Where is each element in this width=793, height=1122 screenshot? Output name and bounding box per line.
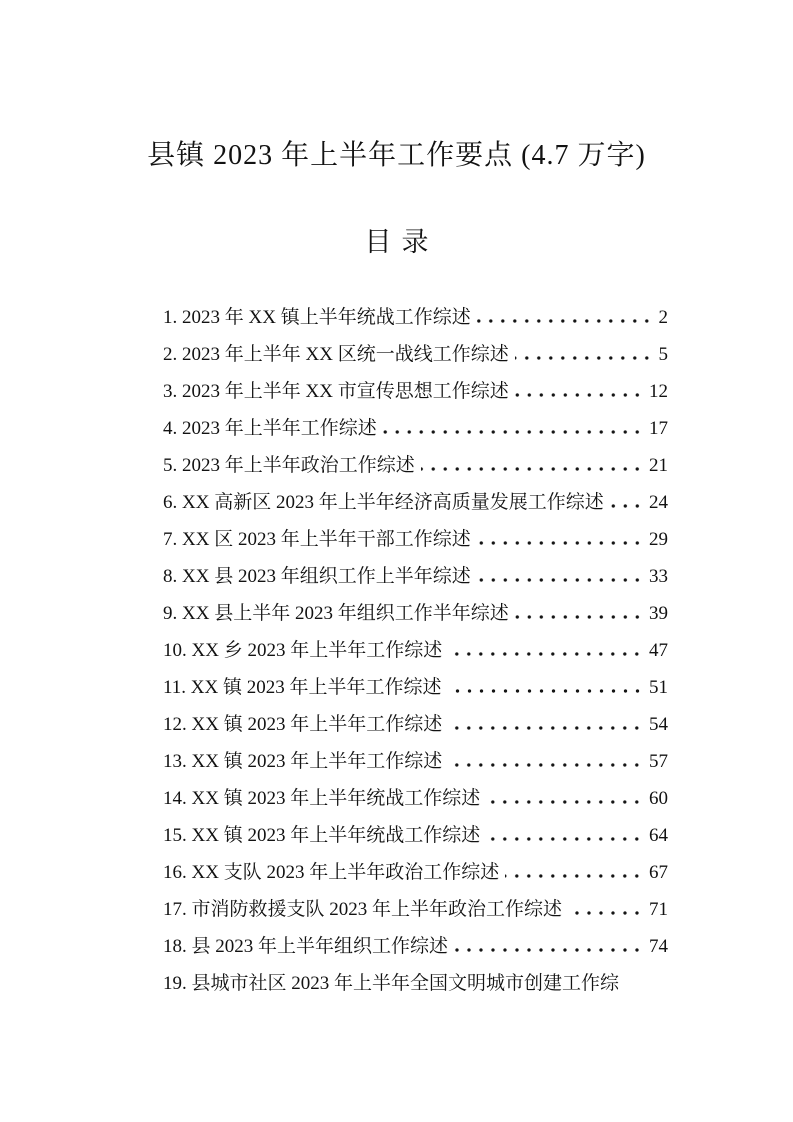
toc-entry-2 [163, 336, 668, 373]
table-of-contents [163, 299, 668, 1002]
toc-entry-label: 19. 县城市社区 2023 年上半年全国文明城市创建工作综 [163, 973, 620, 994]
toc-page-number: 21 [649, 455, 668, 476]
toc-entry-12 [163, 706, 668, 743]
toc-dot-leader [515, 393, 643, 397]
toc-entry-label: 13. XX 镇 2023 年上半年工作综述 [163, 751, 443, 772]
toc-page-number: 57 [649, 751, 668, 772]
toc-dot-leader [448, 726, 643, 730]
toc-dot-leader [515, 356, 653, 360]
toc-entry-label: 9. XX 县上半年 2023 年组织工作半年综述 [163, 603, 509, 624]
toc-page-number: 12 [649, 381, 668, 402]
toc-entry-6 [163, 484, 668, 521]
toc-entry-17 [163, 891, 668, 928]
toc-dot-leader [477, 578, 643, 582]
toc-page-number: 17 [649, 418, 668, 439]
toc-entry-9 [163, 595, 668, 632]
toc-entry-label: 7. XX 区 2023 年上半年干部工作综述 [163, 529, 471, 550]
toc-entry-16 [163, 854, 668, 891]
toc-page-number: 74 [649, 936, 668, 957]
toc-entry-14 [163, 780, 668, 817]
toc-entry-label: 17. 市消防救援支队 2023 年上半年政治工作综述 [163, 899, 563, 920]
toc-entry-3 [163, 373, 668, 410]
toc-page-number: 33 [649, 566, 668, 587]
toc-entry-5 [163, 447, 668, 484]
toc-entry-7 [163, 521, 668, 558]
toc-entry-label: 4. 2023 年上半年工作综述 [163, 418, 377, 439]
toc-entry-label: 10. XX 乡 2023 年上半年工作综述 [163, 640, 443, 661]
toc-dot-leader [383, 430, 643, 434]
toc-dot-leader [448, 689, 644, 693]
toc-page-number: 64 [649, 825, 668, 846]
toc-entry-label: 14. XX 镇 2023 年上半年统战工作综述 [163, 788, 481, 809]
toc-entry-4 [163, 410, 668, 447]
toc-entry-label: 11. XX 镇 2023 年上半年工作综述 [163, 677, 442, 698]
toc-entry-11 [163, 669, 668, 706]
toc-dot-leader [610, 504, 643, 508]
toc-dot-leader [448, 763, 643, 767]
toc-page-number: 2 [658, 307, 668, 328]
toc-dot-leader [568, 911, 643, 915]
toc-page-number: 51 [649, 677, 668, 698]
toc-page-number: 47 [649, 640, 668, 661]
toc-entry-13 [163, 743, 668, 780]
toc-dot-leader [486, 800, 643, 804]
toc-heading: 目录 [364, 227, 439, 257]
toc-entry-8 [163, 558, 668, 595]
toc-entry-label: 1. 2023 年 XX 镇上半年统战工作综述 [163, 307, 471, 328]
toc-entry-label: 2. 2023 年上半年 XX 区统一战线工作综述 [163, 344, 509, 365]
toc-entry-label: 15. XX 镇 2023 年上半年统战工作综述 [163, 825, 481, 846]
toc-entry-18 [163, 928, 668, 965]
toc-entry-1 [163, 299, 668, 336]
toc-page-number: 5 [658, 344, 668, 365]
toc-page-number: 67 [649, 862, 668, 883]
toc-page-number: 39 [649, 603, 668, 624]
toc-entry-10 [163, 632, 668, 669]
toc-entry-label: 16. XX 支队 2023 年上半年政治工作综述 [163, 862, 500, 883]
toc-dot-leader [421, 467, 643, 471]
toc-entry-label: 6. XX 高新区 2023 年上半年经济高质量发展工作综述 [163, 492, 604, 513]
toc-dot-leader [477, 319, 653, 323]
toc-dot-leader [448, 652, 643, 656]
toc-dot-leader [454, 948, 643, 952]
toc-dot-leader [515, 615, 643, 619]
toc-entry-label: 3. 2023 年上半年 XX 市宣传思想工作综述 [163, 381, 509, 402]
toc-page-number: 71 [649, 899, 668, 920]
toc-dot-leader [477, 541, 643, 545]
toc-page-number: 29 [649, 529, 668, 550]
document-title: 县镇 2023 年上半年工作要点 (4.7 万字) [147, 140, 646, 171]
toc-entry-label: 5. 2023 年上半年政治工作综述 [163, 455, 415, 476]
toc-entry-15 [163, 817, 668, 854]
toc-page-number: 60 [649, 788, 668, 809]
toc-entry-label: 18. 县 2023 年上半年组织工作综述 [163, 936, 449, 957]
toc-page-number: 54 [649, 714, 668, 735]
toc-dot-leader [486, 837, 643, 841]
toc-page-number: 24 [649, 492, 668, 513]
toc-entry-label: 8. XX 县 2023 年组织工作上半年综述 [163, 566, 471, 587]
toc-dot-leader [505, 874, 643, 878]
toc-entry-label: 12. XX 镇 2023 年上半年工作综述 [163, 714, 443, 735]
toc-entry-19 [163, 965, 668, 1002]
